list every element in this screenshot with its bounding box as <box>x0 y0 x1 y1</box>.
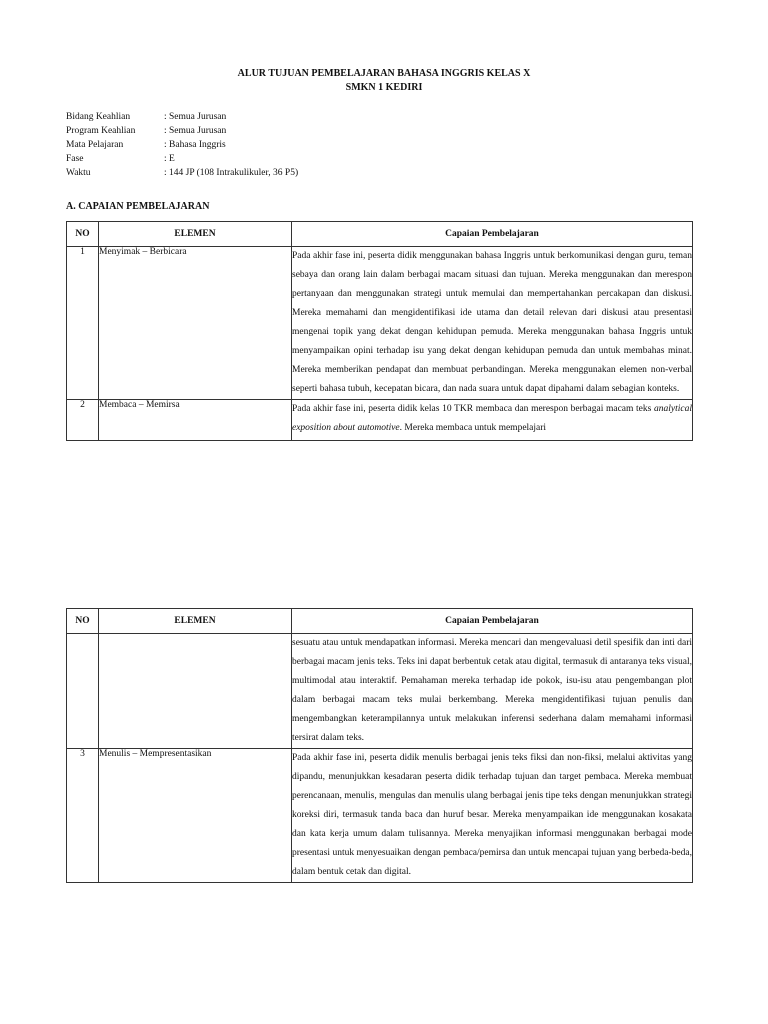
capaian-text: . Mereka membaca untuk mempelajari <box>399 423 547 433</box>
row-capaian: Pada akhir fase ini, peserta didik menulis berbagai jenis teks fiksi dan non-fiksi, melalui aktivitas yang dipandu, menunjukkan kesadaran peserta didik terhadap tujuan dan target pembaca. Mereka membuat perencanaan, menulis, mengulas dan menulis ulang berbagai jenis tipe teks dengan menunjukkan strategi koreksi diri, termasuk tanda baca dan huruf besar. Mereka menyampaikan ide menggunakan kosakata dan kata kerja umum dalam tulisannya. Mereka menyajikan informasi menggunakan berbagai mode presentasi untuk menyesuaikan dengan pembaca/pemirsa dan untuk mencapai tujuan yang berbeda-beda, dalam bentuk cetak dan digital. <box>292 749 693 883</box>
header-no: NO <box>67 222 99 247</box>
row-elemen: Menyimak – Berbicara <box>99 247 292 400</box>
meta-row-fase <box>66 152 466 166</box>
meta-row-program <box>66 124 466 138</box>
table-header-row <box>67 609 693 634</box>
meta-label: Waktu <box>66 168 91 178</box>
row-no <box>67 634 99 749</box>
meta-row-bidang <box>66 110 466 124</box>
meta-value: : E <box>164 154 175 164</box>
capaian-table-page1 <box>66 221 693 441</box>
header-elemen: ELEMEN <box>99 222 292 247</box>
meta-value: : Bahasa Inggris <box>164 140 226 150</box>
table-row <box>67 400 693 441</box>
meta-label: Bidang Keahlian <box>66 112 131 122</box>
table-header-row <box>67 222 693 247</box>
header-no: NO <box>67 609 99 634</box>
capaian-italic-text: analytical exposition about automotive <box>292 404 692 433</box>
row-capaian: Pada akhir fase ini, peserta didik menggunakan bahasa Inggris untuk berkomunikasi dengan guru, teman sebaya dan orang lain dalam berbagai macam situasi dan tujuan. Mereka menggunakan dan merespon pertanyaan dan menggunakan strategi untuk memulai dan mempertahankan percakapan dan diskusi. Mereka memahami dan mengidentifikasi ide utama dan detail relevan dari diskusi atau presentasi mengenai topik yang dekat dengan kehidupan pemuda. Mereka menggunakan bahasa Inggris untuk menyampaikan opini terhadap isu yang dekat dengan kehidupan pemuda dan untuk membahas minat. Mereka memberikan pendapat dan membuat perbandingan. Mereka menggunakan elemen non-verbal seperti bahasa tubuh, kecepatan bicara, dan nada suara untuk dapat dipahami dalam sebagian konteks. <box>292 247 693 400</box>
row-no: 3 <box>67 749 99 883</box>
table-row <box>67 247 693 400</box>
section-heading: A. CAPAIAN PEMBELAJARAN <box>66 201 210 212</box>
meta-value: : Semua Jurusan <box>164 126 227 136</box>
row-no: 2 <box>67 400 99 441</box>
row-no: 1 <box>67 247 99 400</box>
row-elemen: Membaca – Memirsa <box>99 400 292 441</box>
capaian-text: Pada akhir fase ini, peserta didik kelas 10 TKR membaca dan merespon berbagai macam teks <box>292 404 654 414</box>
header-capaian: Capaian Pembelajaran <box>292 609 693 634</box>
document-title: ALUR TUJUAN PEMBELAJARAN BAHASA INGGRIS KELAS X <box>237 68 531 79</box>
table-row <box>67 634 693 749</box>
row-capaian: sesuatu atau untuk mendapatkan informasi. Mereka mencari dan mengevaluasi detil spesifik dan inti dari berbagai macam jenis teks. Teks ini dapat berbentuk cetak atau digital, termasuk di antaranya teks visual, multimodal atau interaktif. Pemahaman mereka terhadap ide pokok, isu-isu atau pengembangan plot dalam berbagai macam teks mulai berkembang. Mereka mengidentifikasi tujuan penulis dan mengembangkan keterampilannya untuk melakukan inferensi sederhana dalam memahami informasi tersirat dalam teks. <box>292 634 693 749</box>
meta-label: Mata Pelajaran <box>66 140 124 150</box>
meta-value: : Semua Jurusan <box>164 112 227 122</box>
meta-row-waktu <box>66 166 466 180</box>
document-meta <box>66 110 466 180</box>
row-elemen <box>99 634 292 749</box>
table-row <box>67 749 693 883</box>
row-capaian <box>292 400 693 441</box>
meta-value: : 144 JP (108 Intrakulikuler, 36 P5) <box>164 168 299 178</box>
meta-label: Fase <box>66 154 84 164</box>
school-name: SMKN 1 KEDIRI <box>345 82 423 93</box>
meta-label: Program Keahlian <box>66 126 136 136</box>
capaian-table-page2 <box>66 608 693 883</box>
header-capaian: Capaian Pembelajaran <box>292 222 693 247</box>
header-elemen: ELEMEN <box>99 609 292 634</box>
row-elemen: Menulis – Mempresentasikan <box>99 749 292 883</box>
meta-row-mapel <box>66 138 466 152</box>
